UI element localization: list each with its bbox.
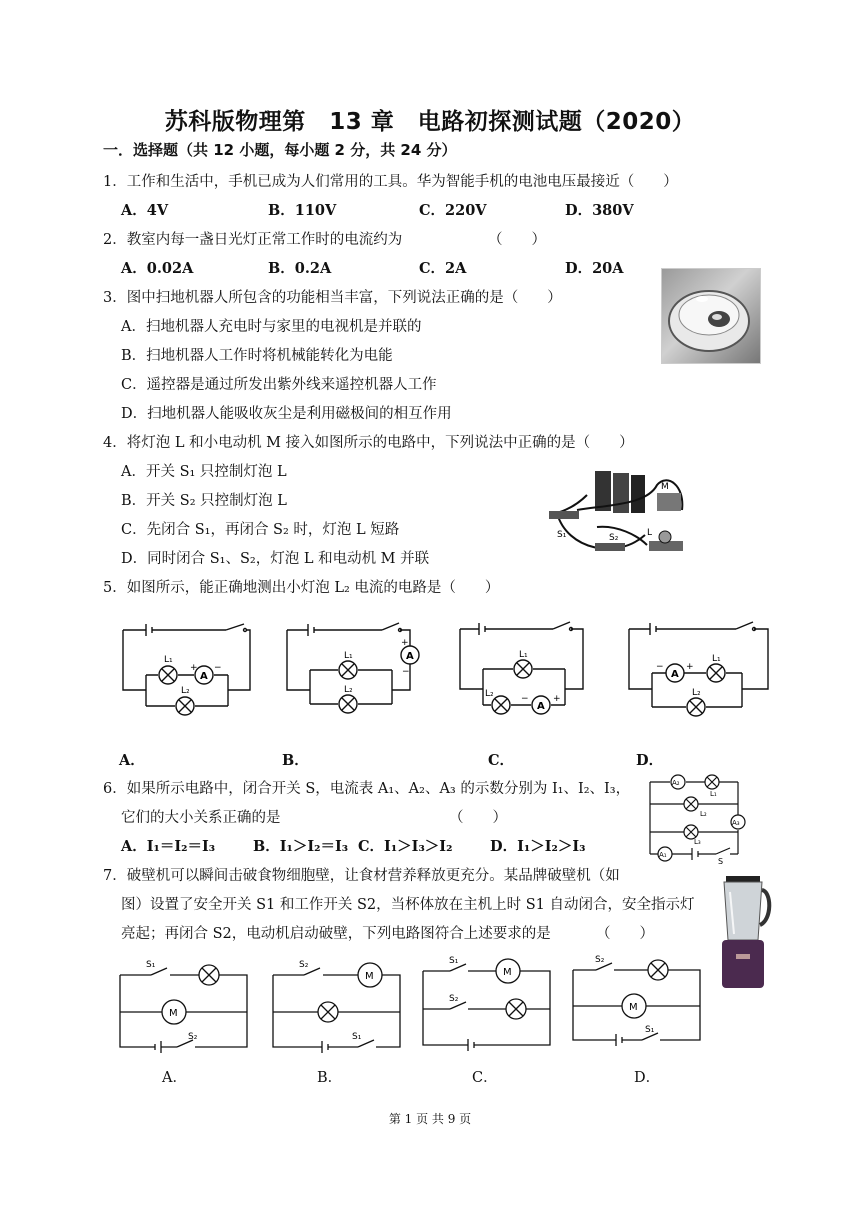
q5c-l1-label: L₁ bbox=[519, 650, 528, 660]
q2-option-a: A．0.02A bbox=[121, 260, 194, 277]
q3-option-a: A．扫地机器人充电时与家里的电视机是并联的 bbox=[121, 319, 422, 335]
q6-bracket: （ ） bbox=[449, 810, 507, 826]
q5b-minus: − bbox=[402, 667, 410, 677]
q5-label-a: A． bbox=[119, 752, 145, 769]
q5a-plus: + bbox=[190, 663, 198, 673]
q4-stem: 4．将灯泡 L 和小电动机 M 接入如图所示的电路中，下列说法中正确的是（ ） bbox=[103, 435, 634, 451]
q6-l2-label: L₂ bbox=[700, 810, 707, 818]
q4-option-b: B．开关 S₂ 只控制灯泡 L bbox=[121, 493, 287, 509]
q1-stem: 1．工作和生活中，手机已成为人们常用的工具。华为智能手机的电池电压最接近（ ） bbox=[103, 174, 678, 190]
q7a-s1-label: S₁ bbox=[146, 960, 156, 970]
q4-circuit-photo bbox=[537, 465, 697, 567]
q4-option-d: D．同时闭合 S₁、S₂，灯泡 L 和电动机 M 并联 bbox=[121, 551, 430, 567]
q5a-minus: − bbox=[214, 663, 222, 673]
q7-stem-line1: 7．破壁机可以瞬间击破食物细胞壁，让食材营养释放更充分。某品牌破壁机（如 bbox=[103, 868, 620, 884]
q5-label-c: C． bbox=[488, 752, 515, 769]
q4-motor-label: M bbox=[661, 482, 669, 492]
q7-label-c: C． bbox=[472, 1070, 498, 1086]
q4-lamp-label: L bbox=[647, 528, 653, 538]
q7b-s2-label: S₂ bbox=[299, 960, 309, 970]
q2-stem: 2．教室内每一盏日光灯正常工作时的电流约为 bbox=[103, 232, 403, 248]
q5-circuit-b bbox=[282, 618, 422, 720]
q4-s1-label: S₁ bbox=[557, 530, 567, 540]
q7a-motor-label: M bbox=[169, 1008, 178, 1019]
q6-option-d: D．I₁＞I₂＞I₃ bbox=[490, 838, 586, 855]
q7a-s2-label: S₂ bbox=[188, 1032, 198, 1042]
page-footer: 第 1 页 共 9 页 bbox=[388, 1112, 472, 1126]
q4-option-a: A．开关 S₁ 只控制灯泡 L bbox=[121, 464, 287, 480]
q7-bracket: （ ） bbox=[596, 926, 654, 942]
q7-label-b: B． bbox=[317, 1070, 343, 1086]
q5-circuit-c bbox=[455, 617, 595, 719]
q5d-minus: − bbox=[656, 662, 664, 672]
q7d-s2-label: S₂ bbox=[595, 955, 605, 965]
q5a-ammeter-label: A bbox=[200, 671, 208, 682]
q5b-plus: + bbox=[401, 638, 409, 648]
q5d-plus: + bbox=[686, 662, 694, 672]
q3-option-d: D．扫地机器人能吸收灰尘是利用磁极间的相互作用 bbox=[121, 406, 452, 422]
q5b-l1-label: L₁ bbox=[344, 651, 353, 661]
q5-stem: 5．如图所示，能正确地测出小灯泡 L₂ 电流的电路是（ ） bbox=[103, 580, 500, 596]
q7c-motor-label: M bbox=[503, 967, 512, 978]
q7c-s1-label: S₁ bbox=[449, 956, 459, 966]
q1-option-a: A．4V bbox=[121, 202, 169, 219]
q6-s-label: S bbox=[718, 857, 724, 864]
q7-stem-line2: 图）设置了安全开关 S1 和工作开关 S2，当杯体放在主机上时 S1 自动闭合，安全指示灯 bbox=[121, 897, 695, 913]
q6-a2-label: A₂ bbox=[672, 779, 680, 787]
q4-option-c: C．先闭合 S₁，再闭合 S₂ 时，灯泡 L 短路 bbox=[121, 522, 400, 538]
q5d-ammeter-label: A bbox=[671, 669, 679, 680]
q1-option-c: C．220V bbox=[419, 202, 487, 219]
q5c-minus: − bbox=[521, 694, 529, 704]
q5a-l1-label: L₁ bbox=[164, 655, 173, 665]
q6-option-a: A．I₁＝I₂＝I₃ bbox=[121, 838, 216, 855]
q3-option-c: C．遥控器是通过所发出紫外线来遥控机器人工作 bbox=[121, 377, 437, 393]
q2-option-d: D．20A bbox=[565, 260, 624, 277]
q6-l1-label: L₁ bbox=[710, 790, 717, 798]
q5b-ammeter-label: A bbox=[406, 651, 414, 662]
q5-label-d: D． bbox=[636, 752, 664, 769]
q7-circuit-d bbox=[568, 952, 708, 1052]
q5-circuit-a bbox=[118, 620, 258, 720]
q7-label-a: A． bbox=[162, 1070, 187, 1086]
q6-l3-label: L₃ bbox=[694, 838, 701, 846]
q1-option-d: D．380V bbox=[565, 202, 634, 219]
q5c-ammeter-label: A bbox=[537, 701, 545, 712]
q7d-s1-label: S₁ bbox=[645, 1025, 655, 1035]
q3-option-b: B．扫地机器人工作时将机械能转化为电能 bbox=[121, 348, 393, 364]
page-title: 苏科版物理第 13 章 电路初探测试题（2020） bbox=[164, 109, 696, 135]
q6-circuit bbox=[642, 770, 752, 864]
q2-option-c: C．2A bbox=[419, 260, 467, 277]
q6-a3-label: A₃ bbox=[732, 819, 740, 827]
q2-option-b: B．0.2A bbox=[268, 260, 332, 277]
q5-label-b: B． bbox=[282, 752, 309, 769]
q5c-l2-label: L₂ bbox=[485, 689, 494, 699]
robot-vacuum-image bbox=[661, 268, 761, 364]
q6-stem-line1: 6．如果所示电路中，闭合开关 S，电流表 A₁、A₂、A₃ 的示数分别为 I₁、I₂、I₃， bbox=[103, 781, 631, 797]
q4-s2-label: S₂ bbox=[609, 533, 619, 543]
q3-stem: 3．图中扫地机器人所包含的功能相当丰富，下列说法正确的是（ ） bbox=[103, 290, 562, 306]
q7b-s1-label: S₁ bbox=[352, 1032, 362, 1042]
q5a-l2-label: L₂ bbox=[181, 686, 190, 696]
q5-circuit-d bbox=[624, 617, 774, 721]
q2-bracket: （ ） bbox=[488, 232, 546, 248]
q7-circuit-c bbox=[418, 953, 558, 1055]
section-heading: 一．选择题（共 12 小题，每小题 2 分，共 24 分） bbox=[103, 141, 457, 159]
q6-option-c: C．I₁＞I₃＞I₂ bbox=[358, 838, 453, 855]
q5b-l2-label: L₂ bbox=[344, 685, 353, 695]
q7-stem-line3: 亮起；再闭合 S2，电动机启动破壁，下列电路图符合上述要求的是 bbox=[121, 926, 551, 942]
q5d-l1-label: L₁ bbox=[712, 654, 721, 664]
q5c-plus: + bbox=[553, 694, 561, 704]
q6-a1-label: A₁ bbox=[659, 851, 667, 859]
q7b-motor-label: M bbox=[365, 971, 374, 982]
q6-option-b: B．I₁＞I₂＝I₃ bbox=[253, 838, 349, 855]
q1-option-b: B．110V bbox=[268, 202, 337, 219]
q7d-motor-label: M bbox=[629, 1002, 638, 1013]
q7-circuit-a bbox=[115, 955, 255, 1055]
q5d-l2-label: L₂ bbox=[692, 688, 701, 698]
blender-image bbox=[712, 870, 774, 990]
q7-circuit-b bbox=[268, 955, 408, 1055]
q7-label-d: D． bbox=[634, 1070, 661, 1086]
q7c-s2-label: S₂ bbox=[449, 994, 459, 1004]
q6-stem-line2: 它们的大小关系正确的是 bbox=[121, 810, 281, 826]
